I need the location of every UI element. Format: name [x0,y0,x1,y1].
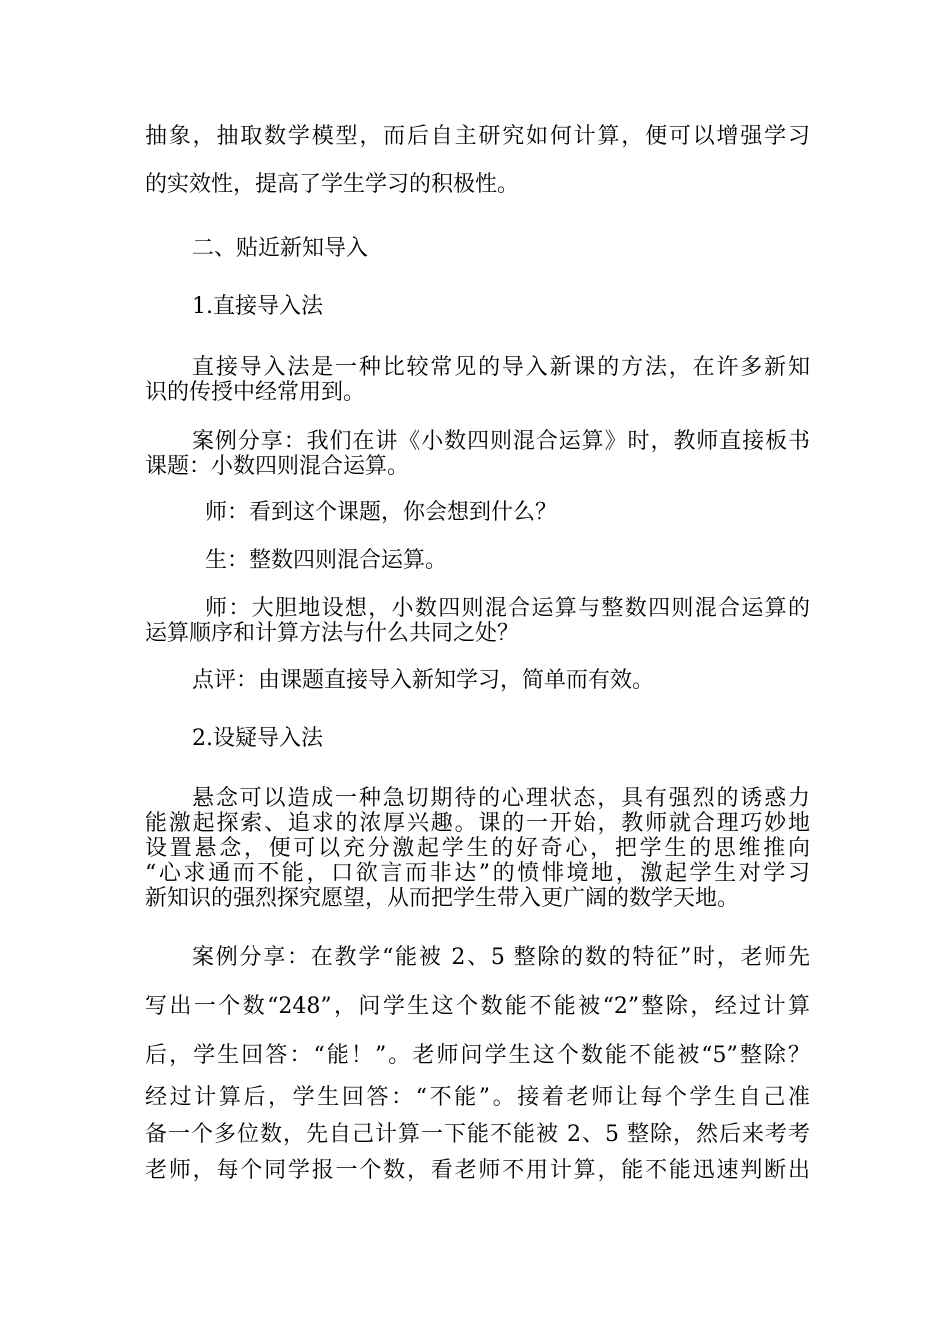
section-heading: 二、贴近新知导入 [192,236,369,261]
paragraph-line: 悬念可以造成一种急切期待的心理状态，具有强烈的诱惑力 [192,786,810,811]
paragraph-line: 案例分享：我们在讲《小数四则混合运算》时，教师直接板书 [192,429,810,454]
paragraph-line: 课题：小数四则混合运算。 [145,454,410,479]
paragraph-line: “心求通而不能，口欲言而非达”的愤悱境地，激起学生对学习 [145,861,810,886]
paragraph-line: 师：看到这个课题，你会想到什么？ [205,500,558,525]
subsection-heading: 2.设疑导入法 [192,726,323,751]
paragraph-line: 写出一个数“248”，问学生这个数能不能被“2”整除，经过计算 [145,994,810,1019]
paragraph-line: 的实效性，提高了学生学习的积极性。 [145,172,520,197]
paragraph-line: 老师，每个同学报一个数，看老师不用计算，能不能迅速判断出 [145,1158,810,1183]
paragraph-line: 运算顺序和计算方法与什么共同之处？ [145,621,520,646]
subsection-heading: 1.直接导入法 [192,294,323,319]
paragraph-line: 师：大胆地设想，小数四则混合运算与整数四则混合运算的 [205,596,810,621]
paragraph-line: 能激起探索、追求的浓厚兴趣。课的一开始，教师就合理巧妙地 [145,811,810,836]
paragraph-line: 直接导入法是一种比较常见的导入新课的方法，在许多新知 [192,355,810,380]
paragraph-line: 备一个多位数，先自己计算一下能不能被 2、5 整除，然后来考考 [145,1122,810,1147]
paragraph-line: 抽象，抽取数学模型，而后自主研究如何计算，便可以增强学习 [145,124,810,149]
paragraph-line: 案例分享：在教学“能被 2、5 整除的数的特征”时，老师先 [192,945,810,970]
paragraph-line: 生：整数四则混合运算。 [205,548,448,573]
paragraph-line: 后，学生回答：“能！”。老师问学生这个数能不能被“5”整除？ [145,1043,810,1068]
paragraph-line: 设置悬念，便可以充分激起学生的好奇心，把学生的思维推向 [145,836,810,861]
paragraph-line: 点评：由课题直接导入新知学习，简单而有效。 [192,668,655,693]
paragraph-line: 经过计算后，学生回答：“不能”。接着老师让每个学生自己准 [145,1085,810,1110]
paragraph-line: 识的传授中经常用到。 [145,380,366,405]
paragraph-line: 新知识的强烈探究愿望，从而把学生带入更广阔的数学天地。 [145,886,740,911]
